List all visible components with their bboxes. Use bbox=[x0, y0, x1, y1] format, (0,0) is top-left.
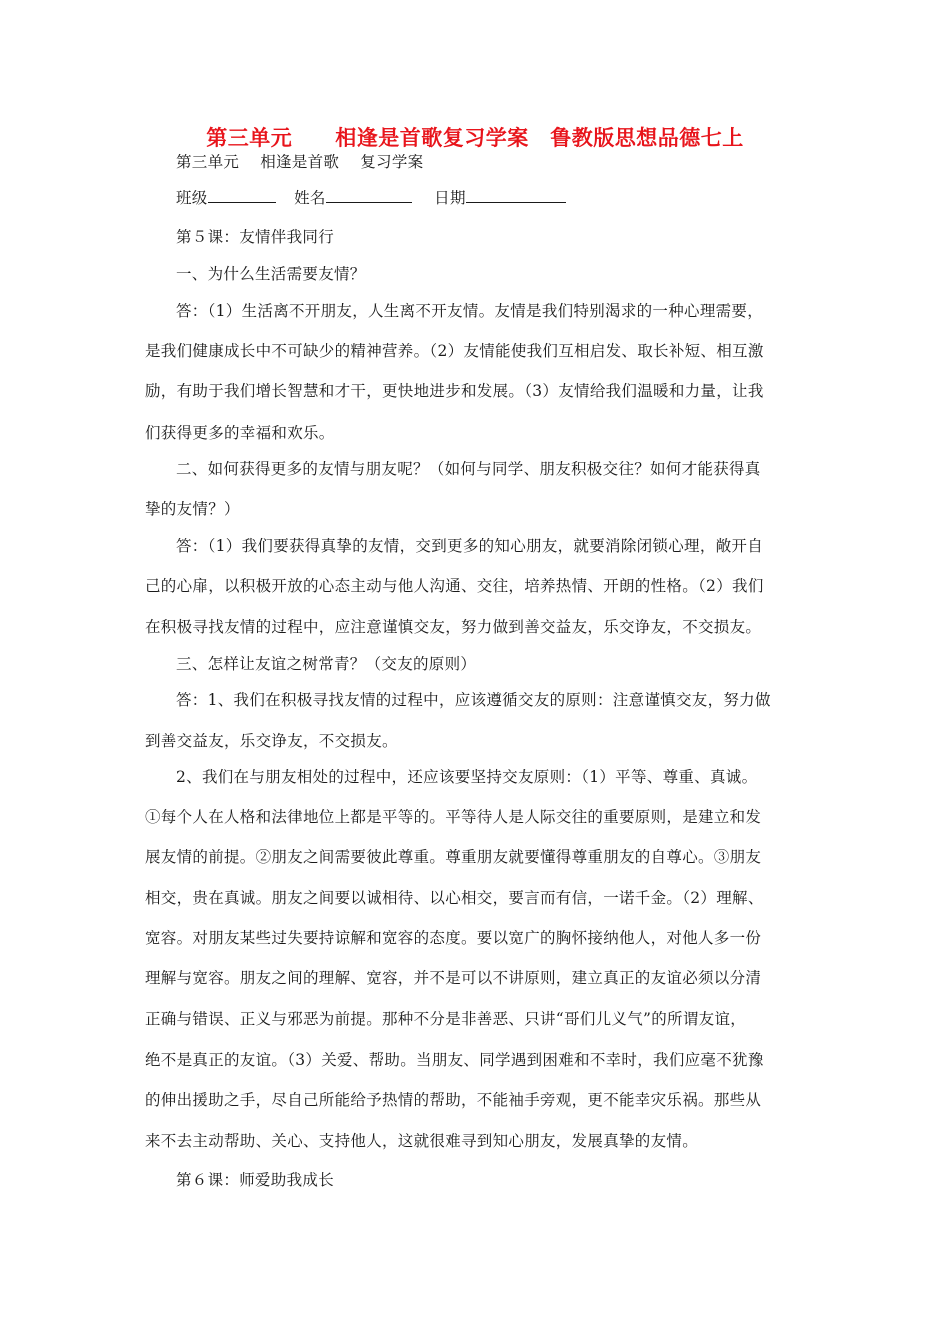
paragraph-line: 己的心扉，以积极开放的心态主动与他人沟通、交往，培养热情、开朗的性格。（2）我们 bbox=[145, 577, 764, 595]
paragraph-line: 励，有助于我们增长智慧和才干，更快地进步和发展。（3）友情给我们温暖和力量，让我 bbox=[145, 382, 764, 400]
class-label: 班级 bbox=[176, 189, 208, 207]
paragraph-line: 来不去主动帮助、关心、支持他人，这就很难寻到知心朋友，发展真挚的友情。 bbox=[145, 1132, 699, 1150]
paragraph-line: 的伸出援助之手，尽自己所能给予热情的帮助，不能袖手旁观，更不能幸灾乐祸。那些从 bbox=[145, 1091, 762, 1109]
paragraph-line: 展友情的前提。②朋友之间需要彼此尊重。尊重朋友就要懂得尊重朋友的自尊心。③朋友 bbox=[145, 848, 762, 866]
section-heading: 一、为什么生活需要友情？ bbox=[176, 265, 366, 283]
paragraph-line: ①每个人在人格和法律地位上都是平等的。平等待人是人际交往的重要原则，是建立和发 bbox=[145, 808, 762, 826]
lesson-heading: 第５课：友情伴我同行 bbox=[176, 228, 335, 246]
lesson-heading: 第６课：师爱助我成长 bbox=[176, 1171, 335, 1189]
paragraph-line: 宽容。对朋友某些过失要持谅解和宽容的态度。要以宽广的胸怀接纳他人，对他人多一份 bbox=[145, 929, 762, 947]
paragraph-line: 答：1、我们在积极寻找友情的过程中，应该遵循交友的原则：注意谨慎交友，努力做 bbox=[176, 691, 771, 709]
paragraph-line: 答：（1）生活离不开朋友，人生离不开友情。友情是我们特别渴求的一种心理需要， bbox=[176, 302, 764, 320]
paragraph-line: 在积极寻找友情的过程中，应注意谨慎交友，努力做到善交益友，乐交诤友，不交损友。 bbox=[145, 618, 762, 636]
paragraph-line: 2、我们在与朋友相处的过程中，还应该要坚持交友原则：（1）平等、尊重、真诚。 bbox=[176, 768, 758, 786]
form-fields-line bbox=[176, 188, 841, 208]
date-label: 日期 bbox=[434, 189, 466, 207]
section-heading-cont: 挚的友情？） bbox=[145, 500, 240, 518]
paragraph-line: 们获得更多的幸福和欢乐。 bbox=[145, 424, 335, 442]
paragraph-line: 理解与宽容。朋友之间的理解、宽容，并不是可以不讲原则，建立真正的友谊必须以分清 bbox=[145, 969, 762, 987]
paragraph-line: 相交，贵在真诚。朋友之间要以诚相待、以心相交，要言而有信，一诺千金。（2）理解、 bbox=[145, 889, 764, 907]
document-title: 第三单元 相逢是首歌复习学案 鲁教版思想品德七上 bbox=[206, 126, 744, 150]
section-heading: 二、如何获得更多的友情与朋友呢？（如何与同学、朋友积极交往？如何才能获得真 bbox=[176, 460, 761, 478]
paragraph-line: 到善交益友，乐交诤友，不交损友。 bbox=[145, 732, 398, 750]
paragraph-line: 答：（1）我们要获得真挚的友情，交到更多的知心朋友，就要消除闭锁心理，敞开自 bbox=[176, 537, 764, 555]
name-blank bbox=[326, 188, 412, 203]
paragraph-line: 绝不是真正的友谊。（3）关爱、帮助。当朋友、同学遇到困难和不幸时，我们应毫不犹豫 bbox=[145, 1051, 764, 1069]
document-subtitle: 第三单元 相逢是首歌 复习学案 bbox=[176, 153, 424, 171]
name-label: 姓名 bbox=[294, 189, 326, 207]
date-blank bbox=[466, 188, 566, 203]
paragraph-line: 正确与错误、正义与邪恶为前提。那种不分是非善恶、只讲“哥们儿义气”的所谓友谊， bbox=[145, 1010, 747, 1028]
section-heading: 三、怎样让友谊之树常青？（交友的原则） bbox=[176, 655, 477, 673]
class-blank bbox=[208, 188, 276, 203]
paragraph-line: 是我们健康成长中不可缺少的精神营养。（2）友情能使我们互相启发、取长补短、相互激 bbox=[145, 342, 764, 360]
